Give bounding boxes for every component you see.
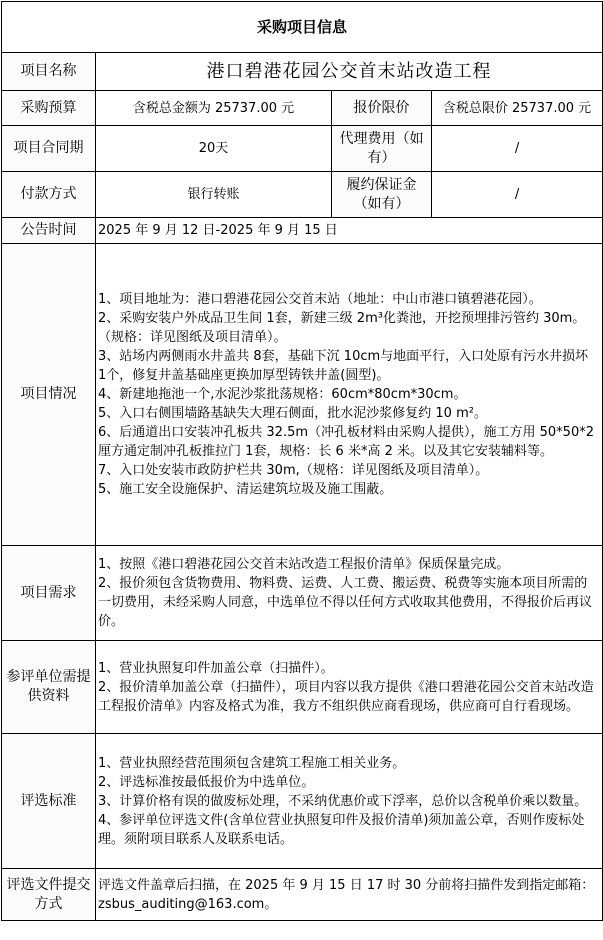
budget-label: 采购预算 xyxy=(2,91,96,126)
deposit-value: / xyxy=(432,172,603,218)
notice-time-label: 公告时间 xyxy=(2,218,96,244)
list-item: 4、参评单位评选文件(含单位营业执照复印件及报价清单)须加盖公章，否则作废标处理。须附项目联系人及联系电话。 xyxy=(98,812,585,847)
requirements-list xyxy=(96,546,603,641)
list-item: 2、报价须包含货物费用、物料费、运费、人工费、搬运费、税费等实施本项目所需的一切费用，未经采购人同意，中选单位不得以任何方式收取其他费用，不得报价后再议价。 xyxy=(98,576,593,629)
list-item: 2、评选标准按最低报价为中选单位。 xyxy=(98,774,315,790)
list-item: 1、按照《港口碧港花园公交首末站改造工程报价清单》保质保量完成。 xyxy=(98,557,510,572)
payment-label: 付款方式 xyxy=(2,172,96,218)
situation-list xyxy=(96,244,603,546)
table-title: 采购项目信息 xyxy=(2,2,603,53)
contract-period-value: 20天 xyxy=(96,126,332,172)
contract-period-label: 项目合同期 xyxy=(2,126,96,172)
submission-label: 评选文件提交方式 xyxy=(2,869,96,921)
procurement-info-table xyxy=(1,1,603,921)
criteria-list xyxy=(96,734,603,869)
payment-value: 银行转账 xyxy=(96,172,332,218)
budget-value: 含税总金额为 25737.00 元 xyxy=(96,91,332,126)
criteria-label: 评选标准 xyxy=(2,734,96,869)
list-item: 3、计算价格有误的做废标处理，不采纳优惠价或下浮率，总价以含税单价乘以数量。 xyxy=(98,793,588,809)
submission-value: 评选文件盖章后扫描，在 2025 年 9 月 15 日 17 时 30 分前将扫描件发到指定邮箱：zsbus_auditing@163.com。 xyxy=(96,869,603,921)
agent-fee-value: / xyxy=(432,126,603,172)
materials-list xyxy=(96,641,603,734)
list-item: 7、入口处安装市政防护栏共 30m,（规格：详见图纸及项目清单）。 xyxy=(98,463,489,478)
materials-label: 参评单位需提供资料 xyxy=(2,641,96,734)
list-item: 1、营业执照复印件加盖公章（扫描件）。 xyxy=(98,660,334,676)
agent-fee-label: 代理费用（如有） xyxy=(332,126,432,172)
list-item: 4、新建地拖池一个,水泥沙浆批荡规格：60cm*80cm*30cm。 xyxy=(98,387,467,402)
project-name-value: 港口碧港花园公交首末站改造工程 xyxy=(96,53,603,91)
price-limit-label: 报价限价 xyxy=(332,91,432,126)
list-item: 2、采购安装户外成品卫生间 1套，新建三级 2m³化粪池，开挖预埋排污管约 30m。（规格：详见图纸及项目清单）。 xyxy=(98,311,586,345)
project-name-label: 项目名称 xyxy=(2,53,96,91)
list-item: 3、站场内两侧雨水井盖共 8套，基础下沉 10cm与地面平行，入口处原有污水井损坏 1个，修复井盖基础座更换加厚型铸铁井盖(圆型)。 xyxy=(98,349,589,383)
list-item: 2、报价清单加盖公章（扫描件），项目内容以我方提供《港口碧港花园公交首末站改造工程报价清单》内容及格式为准，我方不组织供应商看现场，供应商可自行看现场。 xyxy=(98,679,594,714)
situation-label: 项目情况 xyxy=(2,244,96,546)
list-item: 5、入口右侧围墙路基缺失大理石侧面，批水泥沙浆修复约 10 m²。 xyxy=(98,406,487,421)
requirements-label: 项目需求 xyxy=(2,546,96,641)
notice-time-value: 2025 年 9 月 12 日-2025 年 9 月 15 日 xyxy=(96,218,603,244)
list-item: 1、项目地址为：港口碧港花园公交首末站（地址：中山市港口镇碧港花园）。 xyxy=(98,292,542,307)
list-item: 1、营业执照经营范围须包含建筑工程施工相关业务。 xyxy=(98,755,406,771)
list-item: 5、施工安全设施保护、清运建筑垃圾及施工围蔽。 xyxy=(98,482,393,497)
deposit-label: 履约保证金（如有） xyxy=(332,172,432,218)
price-limit-value: 含税总限价 25737.00 元 xyxy=(432,91,603,126)
list-item: 6、后通道出口安装冲孔板共 32.5m（冲孔板材料由采购人提供），施工方用 50*50*2 厘方通定制冲孔板推拉门 1套，规格：长 6 米*高 2 米。以及其它安装辅料等。 xyxy=(98,425,594,459)
